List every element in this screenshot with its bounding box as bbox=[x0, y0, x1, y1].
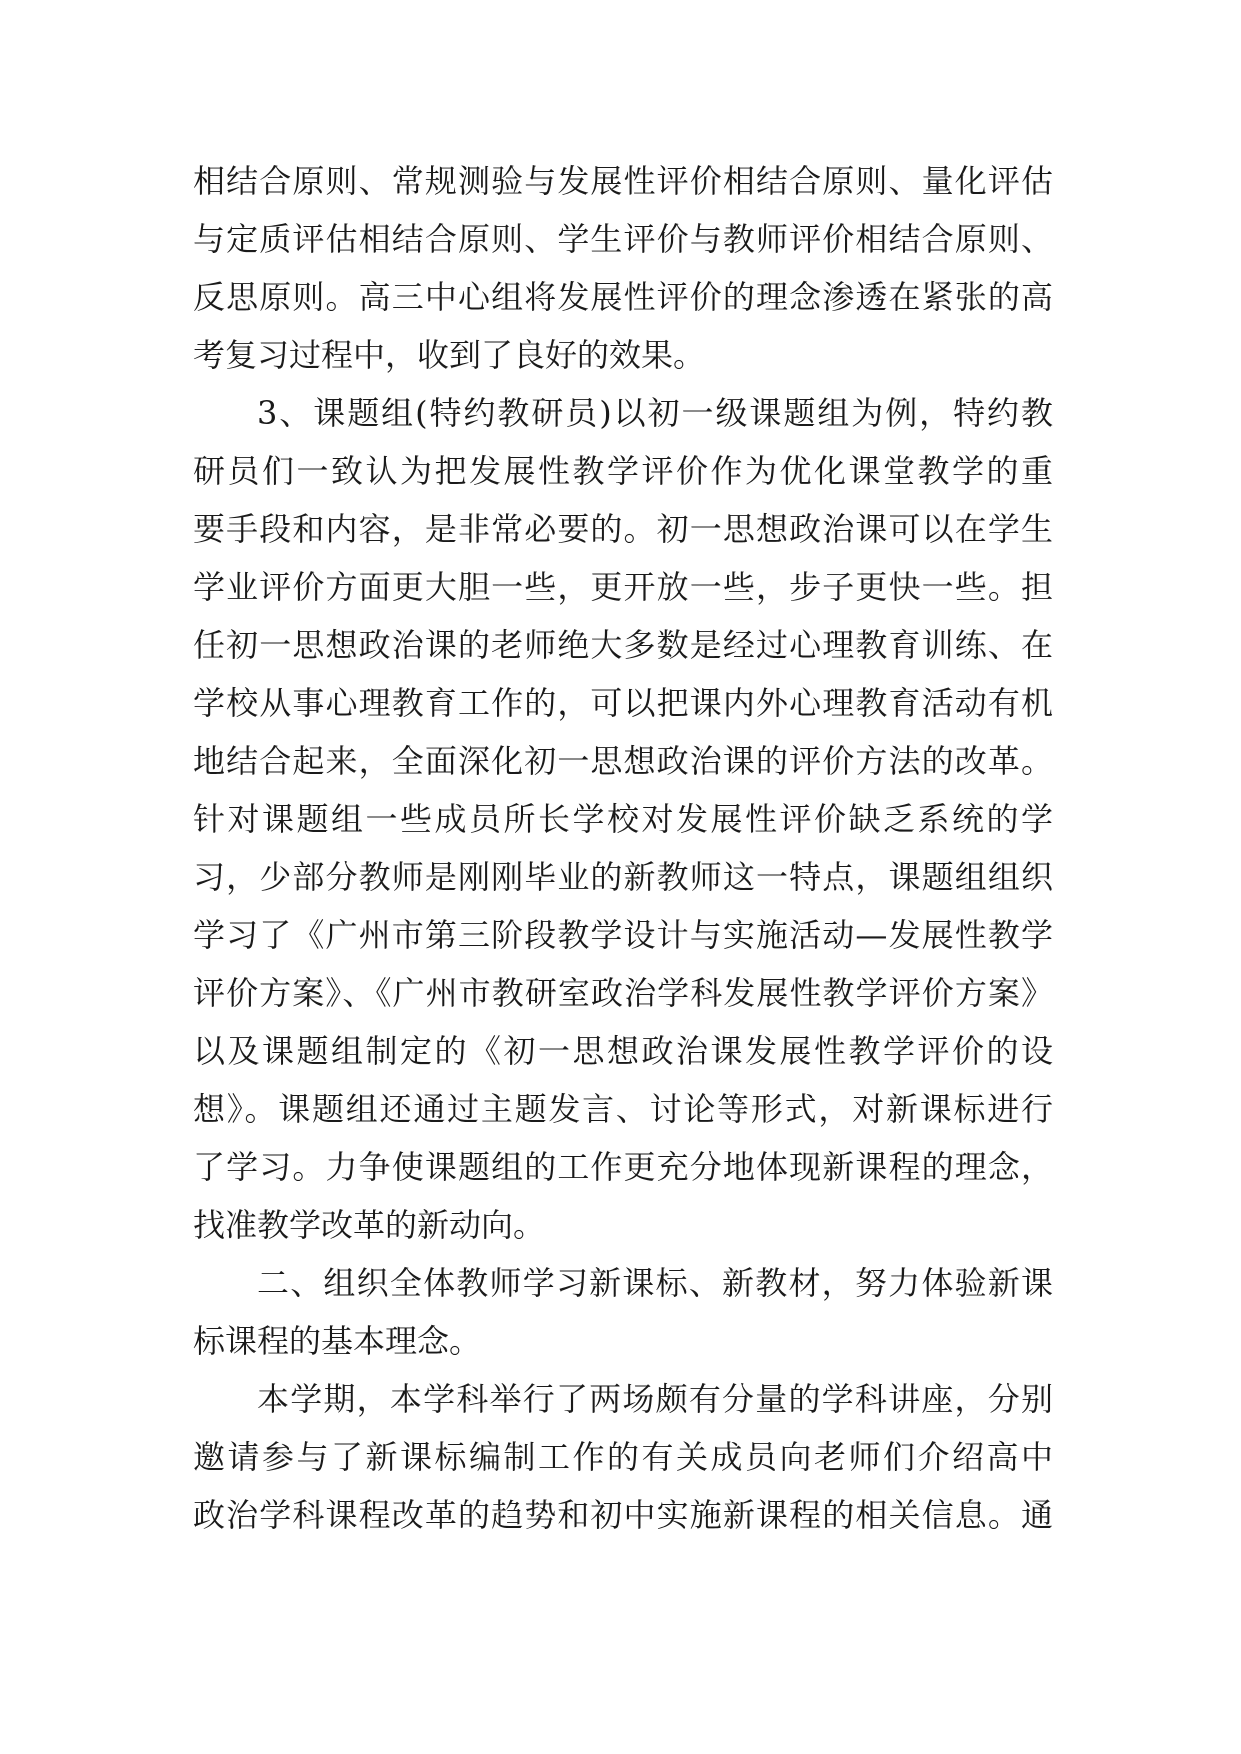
text-line: 地结合起来，全面深化初一思想政治课的评价方法的改革。 bbox=[193, 742, 1053, 780]
body-text bbox=[193, 152, 1053, 1544]
text-line: 二、组织全体教师学习新课标、新教材，努力体验新课 bbox=[257, 1264, 1053, 1302]
text-line: 习，少部分教师是刚刚毕业的新教师这一特点，课题组组织 bbox=[193, 858, 1053, 896]
text-line: 相结合原则、常规测验与发展性评价相结合原则、量化评估 bbox=[193, 162, 1053, 200]
text-line: 与定质评估相结合原则、学生评价与教师评价相结合原则、 bbox=[193, 220, 1053, 258]
text-line: 学习了《广州市第三阶段教学设计与实施活动—发展性教学 bbox=[193, 916, 1053, 954]
text-line: 3、课题组(特约教研员)以初一级课题组为例，特约教 bbox=[257, 394, 1053, 432]
text-line: 标课程的基本理念。 bbox=[193, 1322, 482, 1360]
text-line: 学业评价方面更大胆一些，更开放一些，步子更快一些。担 bbox=[193, 568, 1053, 606]
text-line: 想》。课题组还通过主题发言、讨论等形式，对新课标进行 bbox=[193, 1090, 1053, 1128]
text-line: 本学期，本学科举行了两场颇有分量的学科讲座，分别 bbox=[257, 1380, 1053, 1418]
text-line: 学校从事心理教育工作的，可以把课内外心理教育活动有机 bbox=[193, 684, 1053, 722]
text-line: 任初一思想政治课的老师绝大多数是经过心理教育训练、在 bbox=[193, 626, 1053, 664]
text-line: 针对课题组一些成员所长学校对发展性评价缺乏系统的学 bbox=[193, 800, 1053, 838]
text-line: 要手段和内容，是非常必要的。初一思想政治课可以在学生 bbox=[193, 510, 1053, 548]
text-line: 邀请参与了新课标编制工作的有关成员向老师们介绍高中 bbox=[193, 1438, 1053, 1476]
text-line: 政治学科课程改革的趋势和初中实施新课程的相关信息。通 bbox=[193, 1496, 1053, 1534]
text-line: 以及课题组制定的《初一思想政治课发展性教学评价的设 bbox=[193, 1032, 1053, 1070]
text-line: 了学习。力争使课题组的工作更充分地体现新课程的理念， bbox=[193, 1148, 1053, 1186]
text-line: 找准教学改革的新动向。 bbox=[193, 1206, 546, 1244]
text-line: 评价方案》、《广州市教研室政治学科发展性教学评价方案》 bbox=[193, 974, 1053, 1012]
text-line: 研员们一致认为把发展性教学评价作为优化课堂教学的重 bbox=[193, 452, 1053, 490]
text-line: 反思原则。高三中心组将发展性评价的理念渗透在紧张的高 bbox=[193, 278, 1053, 316]
text-line: 考复习过程中，收到了良好的效果。 bbox=[193, 336, 706, 374]
